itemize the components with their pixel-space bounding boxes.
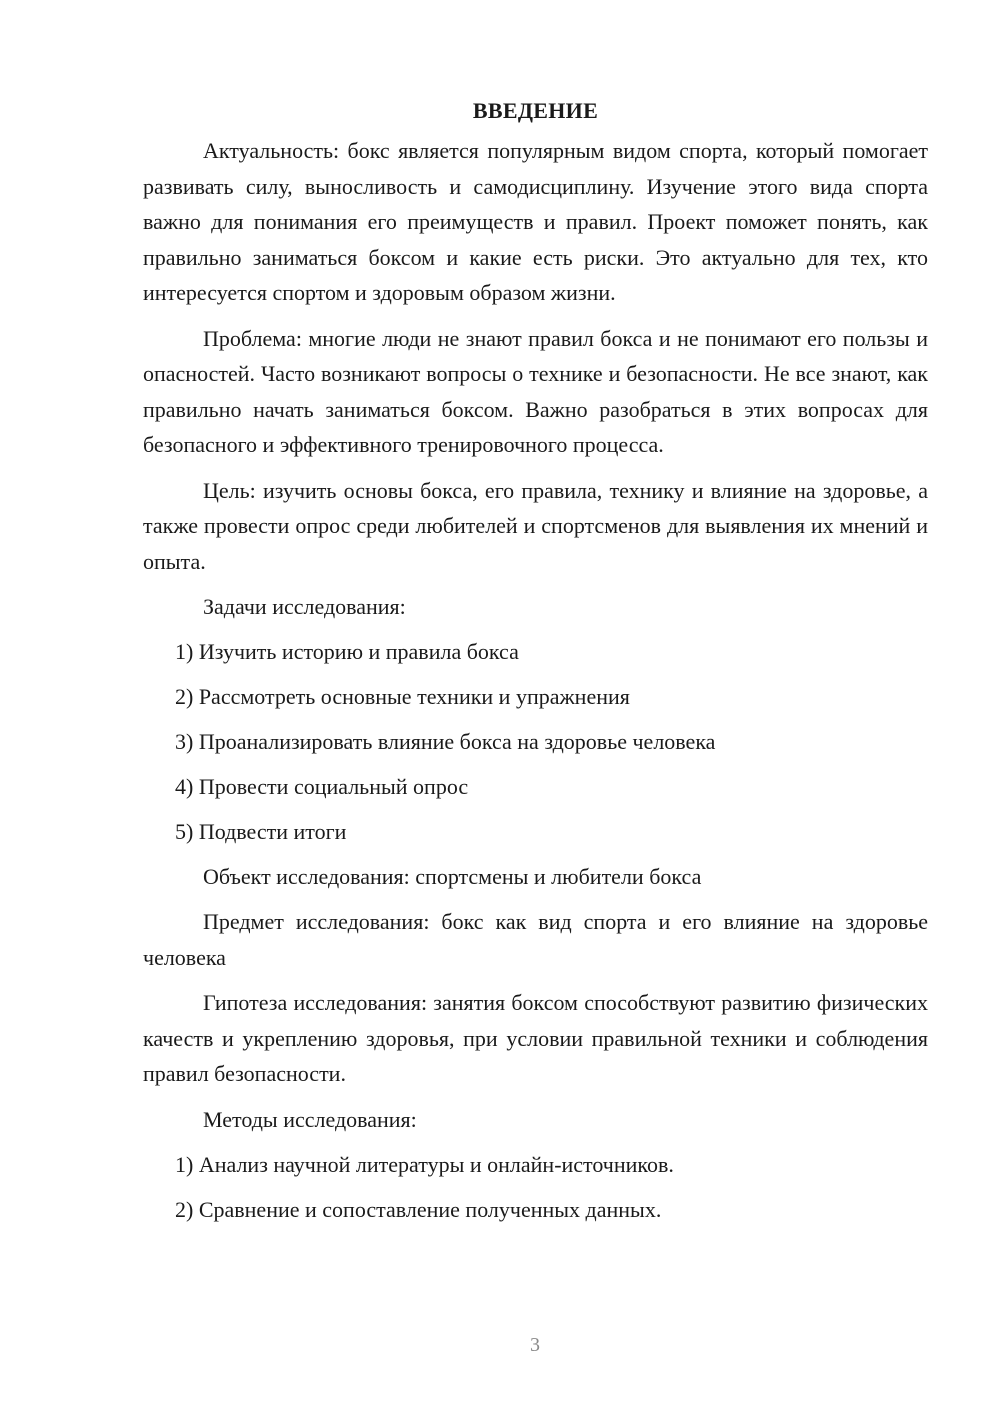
object-paragraph: Объект исследования: спортсмены и любители бокса [203, 864, 702, 889]
list-item: 1) Анализ научной литературы и онлайн-источников. [175, 1151, 674, 1177]
page-number: 3 [530, 1334, 540, 1356]
goal-paragraph: Цель: изучить основы бокса, его правила, технику и влияние на здоровье, а также провести опрос среди любителей и спортсменов для выявления их мнений и опыта. [143, 477, 928, 574]
list-item: 3) Проанализировать влияние бокса на здоровье человека [175, 729, 716, 754]
document-page [143, 95, 928, 1237]
hypothesis-paragraph: Гипотеза исследования: занятия боксом способствуют развитию физических качеств и укреплению здоровья, при условии правильной техники и соблюдения правил безопасности. [143, 990, 928, 1086]
methods-heading: Методы исследования: [203, 1106, 417, 1132]
page-title: ВВЕДЕНИЕ [472, 98, 599, 123]
list-item: 5) Подвести итоги [175, 819, 347, 844]
list-item: 4) Провести социальный опрос [175, 774, 469, 799]
list-item: 1) Изучить историю и правила бокса [175, 639, 519, 664]
subject-paragraph: Предмет исследования: бокс как вид спорта и его влияние на здоровье человека [143, 909, 928, 970]
tasks-heading: Задачи исследования: [203, 594, 406, 619]
list-item: 2) Сравнение и сопоставление полученных данных. [175, 1196, 662, 1222]
list-item: 2) Рассмотреть основные техники и упражнения [175, 684, 630, 709]
relevance-paragraph: Актуальность: бокс является популярным видом спорта, который помогает развивать силу, выносливость и самодисциплину. Изучение этого вида спорта важно для понимания его преимуществ и правил. Проект поможет понять, как правильно заниматься боксом и какие есть риски. Это актуально для тех, кто интересуется спортом и здоровым образом жизни. [143, 138, 928, 305]
problem-paragraph: Проблема: многие люди не знают правил бокса и не понимают его пользы и опасностей. Часто возникают вопросы о технике и безопасности. Не все знают, как правильно начать заниматься боксом. Важно разобраться в этих вопросах для безопасного и эффективного тренировочного процесса. [143, 325, 928, 457]
